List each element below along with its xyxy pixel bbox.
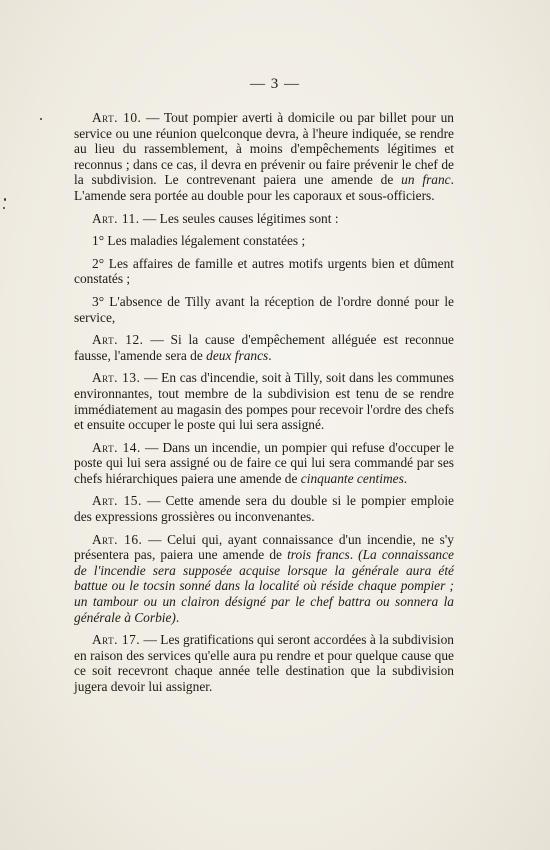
article-text: — Tout pompier averti à domicile ou par billet pour un service ou une réunion quelconque devra, à l'heure indiquée, se rendre au lieu du rassemblement, à moins d'empêchements légitimes et reconnus ; dans ce cas, il devra en prévenir ou faire prévenir le chef de la subdivision. Le contrevenant paiera une amende de (74, 110, 454, 188)
article-label: Art. 17. (92, 632, 141, 648)
article-text: 3° L'absence de Tilly avant la réception de l'ordre donné pour le service, (74, 293, 454, 325)
article-text: . (268, 347, 272, 363)
article-text: . (403, 470, 408, 486)
article-10 (74, 110, 454, 204)
article-11 (74, 211, 454, 227)
article-text: 1° Les maladies légalement constatées ; (92, 233, 306, 249)
article-text: — Cette amende sera du double si le pompier emploie des expressions grossières ou inconvenantes. (74, 493, 454, 525)
article-text: — En cas d'incendie, soit à Tilly, soit dans les communes environnantes, tout membre de la subdivision est tenu de se rendre immédiatement au magasin des pompes pour recevoir l'ordre des chefs et ensuite occuper le poste qui lui sera assigné. (74, 370, 454, 433)
page-number: — 3 — (250, 76, 300, 92)
article-15 (74, 493, 454, 524)
paper-speck (40, 118, 42, 120)
article-label: Art. 16. (92, 531, 143, 547)
article-text: — Celui qui, ayant connaissance d'un incendie, ne s'y présentera pas, paiera une amende de (74, 531, 454, 563)
article-text: — Les gratifications qui seront accordées à la subdivision en raison des services qu'elle aura pu rendre et pour quelque cause que ce soit recevront chaque année telle destination que la subdivision jugera devoir lui assigner. (74, 632, 454, 694)
article-17 (74, 632, 454, 694)
paper-speck (3, 207, 5, 209)
article-italic-text: trois francs (287, 547, 350, 563)
article-14 (74, 440, 454, 487)
article-13 (74, 370, 454, 432)
article-label: Art. 14. (92, 439, 141, 455)
article-label: Art. 15. (92, 493, 142, 509)
paper-speck (4, 198, 6, 201)
article-text: . L'amende sera portée au double pour les caporaux et sous-officiers. (74, 172, 454, 203)
article-label: Art. 11. (92, 210, 140, 226)
document-body (74, 110, 454, 702)
article-11-2 (74, 256, 454, 287)
article-text: . (175, 609, 180, 625)
article-text: — Si la cause d'empêchement alléguée est reconnue fausse, l'amende sera de (74, 332, 454, 363)
article-italic-text: un franc (401, 172, 451, 188)
article-11-1 (74, 233, 454, 249)
article-italic-text: cinquante centimes (300, 470, 404, 486)
article-12 (74, 332, 454, 363)
article-text: . (349, 547, 359, 563)
article-label: Art. 10. (92, 110, 142, 125)
article-16 (74, 532, 454, 626)
article-italic-text: (La connaissance de l'incendie sera supposée acquise lorsque la générale aura été battue ou le tocsin sonné dans la localité où réside chaque pompier ; un tambour ou un clairon désigné par le chef battra ou sonnera la générale à Corbie) (74, 547, 454, 625)
article-text: 2° Les affaires de famille et autres motifs urgents bien et dûment constatés ; (74, 255, 454, 287)
article-text: — Les seules causes légitimes sont : (139, 210, 339, 226)
article-11-3 (74, 294, 454, 325)
article-italic-text: deux francs (206, 347, 269, 363)
article-text: — Dans un incendie, un pompier qui refuse d'occuper le poste qui lui sera assigné ou de faire ce qui lui sera commandé par ses chefs hiérarchiques paiera une amende de (74, 439, 454, 486)
article-label: Art. 13. (92, 370, 141, 386)
article-label: Art. 12. (92, 332, 144, 348)
